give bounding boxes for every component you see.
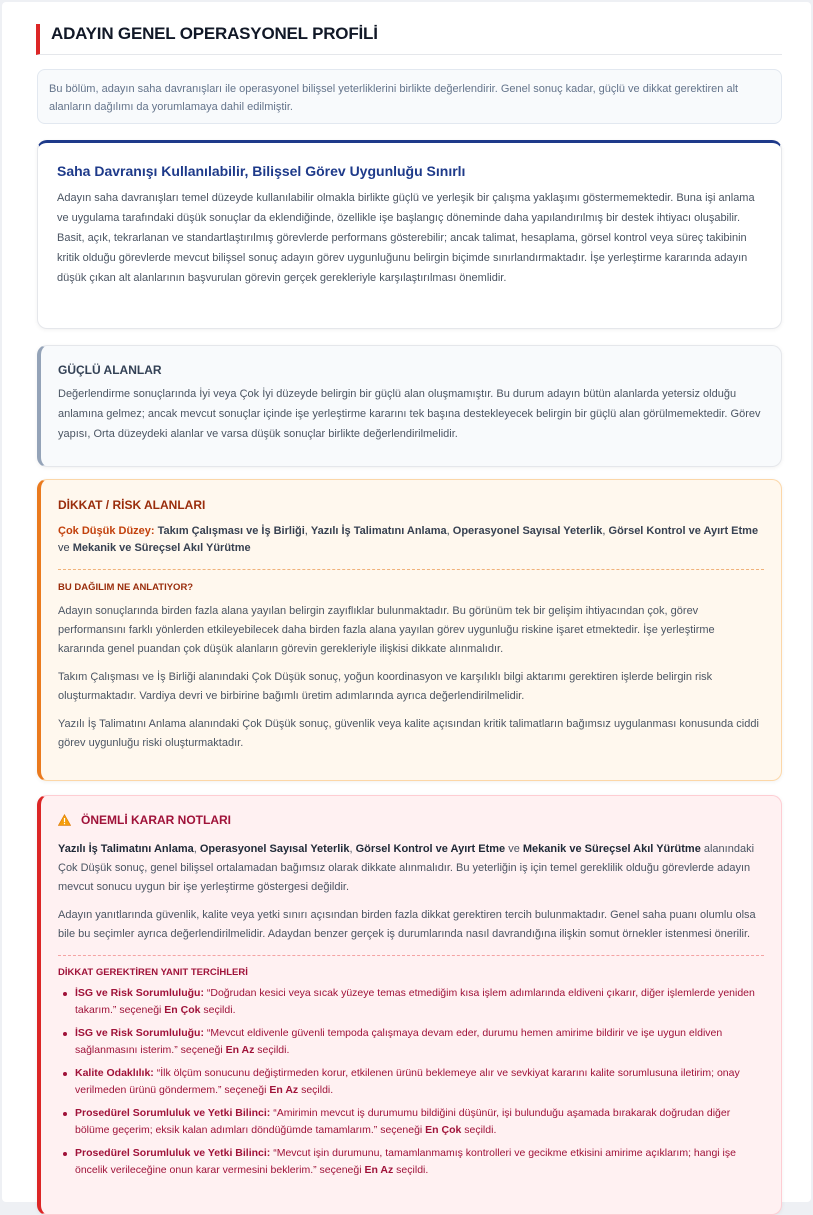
separator: , (304, 525, 311, 537)
dashed-divider (58, 955, 764, 956)
risk-area: Takım Çalışması ve İş Birliği (157, 525, 305, 537)
response-suffix: seçildi. (461, 1124, 497, 1136)
response-suffix: seçildi. (200, 1004, 236, 1016)
conjunction: ve (58, 542, 73, 554)
notes-paragraph (58, 840, 764, 897)
notes-paragraph: Adayın yanıtlarında güvenlik, kalite veya yetki sınırı açısından birden fazla dikkat gerektiren tercih bulunmaktadır. Genel saha puanı olumlu olsa bile bu seçimler ayrıca değerlendirilmelidir. Adaydan benzer gerçek iş durumlarında nasıl davrandığına ilişkin somut örnekler istenmesi önerilir. (58, 909, 756, 940)
list-item (58, 1025, 764, 1059)
response-area: Prosedürel Sorumluluk ve Yetki Bilinci: (75, 1147, 271, 1159)
response-area: Prosedürel Sorumluluk ve Yetki Bilinci: (75, 1107, 271, 1119)
response-prefix: seçeneği (116, 1004, 165, 1016)
list-item (58, 1145, 764, 1179)
risk-title: DİKKAT / RİSK ALANLARI (58, 498, 206, 512)
strengths-card (37, 345, 782, 467)
response-area: İSG ve Risk Sorumluluğu: (75, 1027, 204, 1039)
risk-area: Mekanik ve Süreçsel Akıl Yürütme (72, 542, 251, 554)
response-quote: “Amirimin mevcut iş durumumu bildiğini düşünür, işi bulunduğu aşamada bırakarak doğrudan diğer bölüme geçerim; eksik kalan adımları döndüğümde tamamlarım.” (75, 1107, 731, 1136)
response-suffix: seçildi. (254, 1044, 290, 1056)
risk-paragraph: Adayın sonuçlarında birden fazla alana yayılan belirgin zayıflıklar bulunmaktadır. Bu görünüm tek bir gelişim ihtiyacından çok, görev performansını farklı yönlerden etkileyebilecek daha birden fazla alana yayılan görev uygunluğu riskine işaret etmektedir. İşe yerleştirme kararında genel puandan çok düşük alanların görevin gerekleriyle ilişkisi dikkate alınmalıdır. (58, 605, 715, 655)
notes-area: Operasyonel Sayısal Yeterlik (199, 843, 350, 855)
notes-area: Görsel Kontrol ve Ayırt Etme (355, 843, 506, 855)
risk-area: Görsel Kontrol ve Ayırt Etme (608, 525, 759, 537)
notes-area: Yazılı İş Talimatını Anlama (58, 843, 194, 855)
response-choice: En Az (225, 1044, 255, 1056)
response-prefix: seçeneği (316, 1164, 365, 1176)
conjunction: ve (505, 843, 523, 855)
summary-title: Saha Davranışı Kullanılabilir, Bilişsel Görev Uygunluğu Sınırlı (57, 163, 466, 179)
page-title: ADAYIN GENEL OPERASYONEL PROFİLİ (51, 24, 378, 43)
response-quote: “Doğrudan kesici veya sıcak yüzeye temas etmediğim kısa işlem adımlarında eldiveni çıkarır, diğer işlemlerde yeniden takarım.” (75, 987, 755, 1016)
intro-box: Bu bölüm, adayın saha davranışları ile operasyonel bilişsel yeterliklerini birlikte değerlendirir. Genel sonuç kadar, güçlü ve dikkat gerektiren alt alanların dağılımı da yorumlamaya dahil edilmiştir. (37, 69, 782, 124)
list-item (58, 1105, 764, 1139)
notes-title-row (58, 813, 764, 827)
risk-level-label: Çok Düşük Düzey: (58, 525, 155, 537)
summary-card (37, 140, 782, 329)
page-header (36, 24, 782, 55)
warning-icon (58, 814, 71, 826)
response-choice: En Çok (164, 1004, 201, 1016)
responses-list (58, 985, 764, 1179)
notes-paragraph-rest: alanındaki Çok Düşük sonuç, genel bilişsel ortalamadan bağımsız olarak dikkate alınmalıdır. Bu yeterliğin iş için temel gereklilik olduğu görevlerde adayın mevcut sonucu uygun bir işe yerleştirme göstergesi değildir. (58, 843, 755, 893)
response-prefix: seçeneği (377, 1124, 426, 1136)
strengths-body: Değerlendirme sonuçlarında İyi veya Çok İyi düzeyde belirgin bir güçlü alan oluşmamıştır. Bu durum adayın bütün alanlarda yetersiz olduğu anlamına gelmez; ancak mevcut sonuçlar içinde işe yerleştirme kararını tek başına destekleyecek belirgin bir güçlü alan görülmemektedir. Görev yapısı, Orta düzeydeki alanlar ve varsa düşük sonuçlar birlikte değerlendirilmelidir. (58, 388, 761, 440)
notes-area: Mekanik ve Süreçsel Akıl Yürütme (522, 843, 701, 855)
list-item (58, 985, 764, 1019)
risk-paragraph: Yazılı İş Talimatını Anlama alanındaki Çok Düşük sonuç, güvenlik veya kalite açısından kritik talimatların bağımsız uygulanması konusunda ciddi görev uygunluğu riski oluşturmaktadır. (58, 718, 759, 749)
response-area: İSG ve Risk Sorumluluğu: (75, 987, 204, 999)
response-choice: En Az (364, 1164, 394, 1176)
response-suffix: seçildi. (393, 1164, 429, 1176)
separator: , (349, 843, 356, 855)
response-choice: En Çok (425, 1124, 462, 1136)
risk-paragraph: Takım Çalışması ve İş Birliği alanındaki Çok Düşük sonuç, yoğun koordinasyon ve karşılıklı bilgi aktarımı gerektiren işlerde belirgin risk oluşturmaktadır. Vardiya devri ve birbirine bağımlı üretim adımlarında ayrıca değerlendirilmelidir. (58, 671, 713, 702)
page (2, 2, 811, 1202)
decision-notes-card (37, 795, 782, 1215)
response-prefix: seçeneği (177, 1044, 226, 1056)
response-quote: “Mevcut eldivenle güvenli tempoda çalışmaya devam eder, durumu hemen amirime bildirir ve işe uygun eldiven sağlanmasını isterim.” (75, 1027, 723, 1056)
risk-level-line (58, 523, 764, 557)
separator: , (193, 843, 200, 855)
separator: , (602, 525, 609, 537)
strengths-title: GÜÇLÜ ALANLAR (58, 363, 162, 377)
notes-title: ÖNEMLİ KARAR NOTLARI (81, 813, 231, 827)
response-suffix: seçildi. (298, 1084, 334, 1096)
response-choice: En Az (269, 1084, 299, 1096)
responses-subtitle: DİKKAT GEREKTİREN YANIT TERCİHLERİ (58, 967, 248, 978)
risk-area: Yazılı İş Talimatını Anlama (310, 525, 447, 537)
response-quote: “İlk ölçüm sonucunu değiştirmeden korur, etkilenen ürünü beklemeye alır ve sevkiyat kararını kalite sorumlusuna iletirim; onay verilmeden ürünü göndermem.” (75, 1067, 740, 1096)
dashed-divider (58, 569, 764, 570)
risk-subtitle: BU DAĞILIM NE ANLATIYOR? (58, 582, 194, 593)
risk-card (37, 479, 782, 781)
list-item (58, 1065, 764, 1099)
summary-body: Adayın saha davranışları temel düzeyde kullanılabilir olmakla birlikte güçlü ve yerleşik bir çalışma yaklaşımı göstermemektedir. Buna işi anlama ve uygulama tarafındaki düşük sonuçlar da eklendiğinde, özellikle işe başlangıç döneminde daha yapılandırılmış bir destek ihtiyacı oluşabilir. Basit, açık, tekrarlanan ve standartlaştırılmış görevlerde performans gösterebilir; ancak talimat, hesaplama, görsel kontrol veya süreç takibinin kritik olduğu görevlerde mevcut bilişsel sonuç adayın görev uygunluğunu belirgin biçimde sınırlandırmaktadır. İşe yerleştirme kararında adayın düşük çıkan alt alanlarının başvurulan görevin gerçek gerekleriyle karşılaştırılması önemlidir. (57, 192, 755, 284)
response-quote: “Mevcut işin durumunu, tamamlanmamış kontrolleri ve gecikme etkisini amirime açıklarım; hangi işe öncelik verileceğine onun karar vermesini beklerim.” (75, 1147, 736, 1176)
risk-area: Operasyonel Sayısal Yeterlik (452, 525, 603, 537)
response-prefix: seçeneği (221, 1084, 270, 1096)
response-area: Kalite Odaklılık: (75, 1067, 154, 1079)
separator: , (446, 525, 453, 537)
